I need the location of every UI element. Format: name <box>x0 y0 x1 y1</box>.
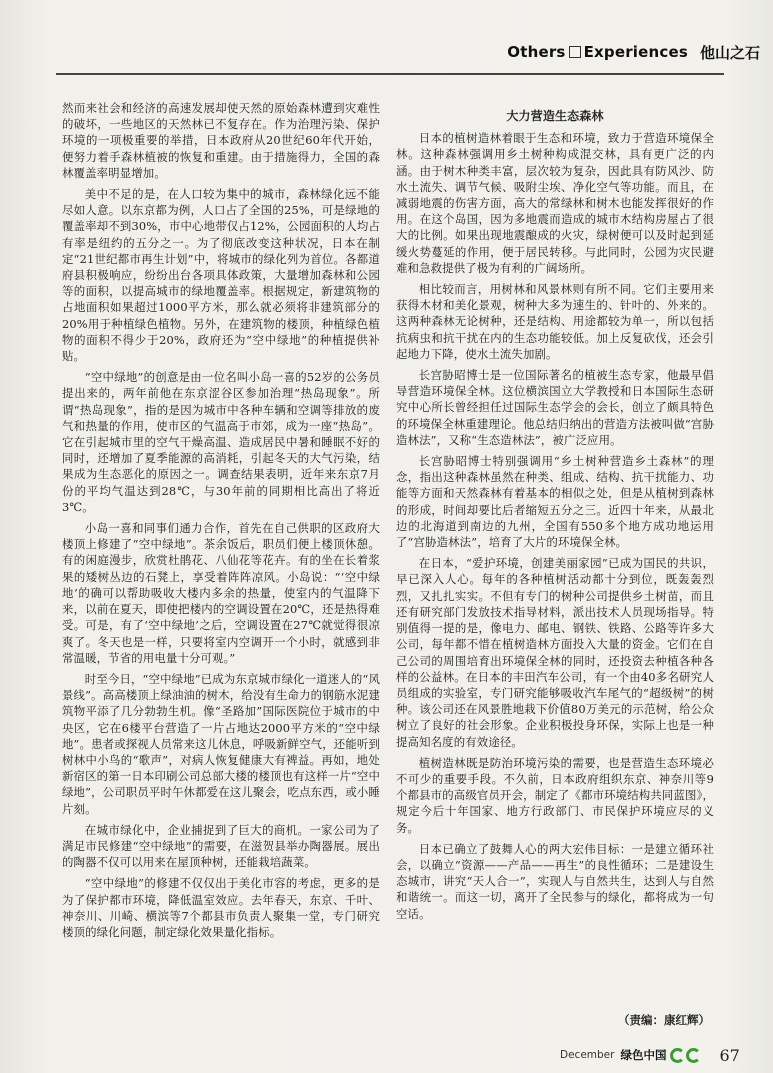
left-column <box>62 100 380 945</box>
footer-month: December <box>560 1049 615 1061</box>
article-paragraph: 相比较而言，用树林和风景林则有所不同。它们主要用来获得木材和美化景观，树种大多为速生的、针叶的、外来的。这两种森林无论树种，还是结构、用途都较为单一，所以包括抗病虫和抗干扰在内的生态功能较低。加上反复砍伐，还会引起地力下降，使水土流失加剧。 <box>396 282 714 361</box>
article-paragraph: 长宫胁昭博士特别强调用“乡土树种营造乡土森林”的理念，指出这种森林虽然在种类、组成、结构、抗干扰能力、功能等方面和天然森林有着基本的相似之处，但是从植树到森林的形成，时间却要比后者缩短五分之三。近四十年来，从最北边的北海道到南边的九州，全国有550多个地方成功地运用了“宫胁造林法”，培育了大片的环境保全林。 <box>396 454 714 550</box>
editor-credit: （责编：康红辉） <box>618 1013 710 1027</box>
magazine-logo-icon <box>670 1048 701 1063</box>
article-paragraph: 在城市绿化中，企业捕捉到了巨大的商机。一家公司为了满足市民修建“空中绿地”的需要，在滋贺县举办陶器展。展出的陶器不仅可以用来在屋顶种树，还能栽培蔬菜。 <box>62 822 380 870</box>
footer-magazine-name: 绿色中国 <box>620 1048 667 1062</box>
right-column <box>396 108 714 927</box>
header-separator-box <box>569 46 581 58</box>
section-title: 大力营造生态森林 <box>506 109 604 123</box>
page-number: 67 <box>719 1045 740 1065</box>
article-paragraph: “空中绿地”的创意是由一位名叫小岛一喜的52岁的公务员提出来的，两年前他在东京涩谷区参加治理“热岛现象”。所谓“热岛现象”，指的是因为城市中各种车辆和空调等排放的废气和热量的作用，使市区的气温高于市郊，成为一座“热岛”。它在引起城市里的空气干燥高温、造成居民中暑和睡眠不好的同时，还增加了夏季能源的高消耗，引起冬天的大气污染，结果成为生态恶化的原因之一。调查结果表明，近年来东京7月份的平均气温达到28℃，与30年前的同期相比高出了将近3℃。 <box>62 370 380 514</box>
header-rule <box>56 73 724 75</box>
article-paragraph: “空中绿地”的修建不仅仅出于美化市容的考虑，更多的是为了保护都市环境，降低温室效应。去年春天，东京、千叶、神奈川、川崎、横滨等7个都县市负责人聚集一堂，专门研究楼顶的绿化问题，制定绿化效果量化指标。 <box>62 876 380 939</box>
article-paragraph: 在日本，“爱护环境，创建美丽家园”已成为国民的共识，早已深入人心。每年的各种植树活动都十分到位，既轰轰烈烈，又扎扎实实。不但有专门的树种公司提供乡土树苗，而且还有研究部门发放技术指导材料，派出技术人员现场指导。特别值得一提的是，像电力、邮电、钢铁、铁路、公路等许多大公司，每年都不惜在植树造林方面投入大量的资金。它们在自己公司的周围培育出环境保全林的同时，还投资去种植各种各样的公益林。在日本的丰田汽车公司，有一个由40多名研究人员组成的实验室，专门研究能够吸收汽车尾气的“超级树”的树种。该公司还在风景胜地栽下价值80万美元的示范树，给公众树立了良好的社会形象。企业积极投身环保，实际上也是一种提高知名度的有效途径。 <box>396 556 714 749</box>
page-footer <box>560 1045 760 1065</box>
article-paragraph: 长宫胁昭博士是一位国际著名的植被生态专家，他最早倡导营造环境保全林。这位横滨国立大学教授和日本国际生态研究中心所长曾经担任过国际生态学会的会长，创立了颇具特色的环境保全林重建理论。他总结归纳出的营造方法被叫做“宫胁造林法”，又称“生态造林法”，被广泛应用。 <box>396 368 714 447</box>
article-paragraph: 然而来社会和经济的高速发展却使天然的原始森林遭到灾难性的破坏，一些地区的天然林已不复存在。作为治理污染、保护环境的一项极重要的举措，日本政府从20世纪60年代开始，便努力着手森林植被的恢复和重建。由于措施得力，全国的森林覆盖率明显增加。 <box>62 101 380 180</box>
article-paragraph: 植树造林既是防治环境污染的需要，也是营造生态环境必不可少的重要手段。不久前，日本政府组织东京、神奈川等9个都县市的高级官员开会，制定了《都市环境结构共同蓝图》，规定今后十年国家、地方行政部门、市民保护环境应尽的义务。 <box>396 755 714 835</box>
section-header <box>440 41 760 63</box>
header-chinese-title: 他山之石 <box>699 43 760 62</box>
article-paragraph: 美中不足的是，在人口较为集中的城市，森林绿化远不能尽如人意。以东京都为例，人口占了全国的25%，可是绿地的覆盖率却不到30%，市中心地带仅占12%，公园面积的人均占有率是纽约的五分之一。为了彻底改变这种状况，日本在制定“21世纪都市再生计划”中，将城市的绿化列为首位。各都道府县积极响应，纷纷出台各项具体政策，大量增加森林和公园等的面积，以提高城市的绿地覆盖率。根据规定，新建筑物的占地面积如果超过1000平方米，那么就必须将非建筑部分的20%用于种植绿色植物。另外，在建筑物的楼顶，种植绿色植物的面积不得少于20%，政府还为“空中绿地”的种植提供补贴。 <box>62 187 380 364</box>
article-paragraph: 日本已确立了鼓舞人心的两大宏伟目标：一是建立循环社会，以确立“资源——产品——再生”的良性循环；二是建设生态城市，讲究“天人合一”，实现人与自然共生，达到人与自然和谐统一。而这一切，离开了全民参与的绿化，都将成为一句空话。 <box>396 841 714 921</box>
article-paragraph: 时至今日，“空中绿地”已成为东京城市绿化一道迷人的“风景线”。高高楼顶上绿油油的树木，给没有生命力的钢筋水泥建筑物平添了几分勃勃生机。像“圣路加”国际医院位于城市的中央区，它在6楼平台营造了一片占地达2000平方米的“空中绿地”。患者或探视人员常来这儿休息，呼吸新鲜空气，还能听到树林中小鸟的“歌声”，对病人恢复健康大有裨益。再如，地处新宿区的第一日本印刷公司总部大楼的楼顶也有这样一片“空中绿地”，公司职员平时午休都爱在这儿聚会，吃点东西，或小睡片刻。 <box>62 671 380 816</box>
article-paragraph: 日本的植树造林着眼于生态和环境，致力于营造环境保全林。这种森林强调用乡土树种构成混交林，具有更广泛的内涵。由于树木种类丰富，层次较为复杂，因此具有防风沙、防水土流失、调节气候、吸附尘埃、净化空气等功能。而且，在减弱地震的伤害方面，高大的常绿林和树木也能发挥很好的作用。在这个岛国，因为多地震而造成的城市木结构房屋占了很大的比例。如果出现地震酿成的火灾，绿树便可以及时起到延缓火势蔓延的作用，便于居民转移。与此同时，公园为灾民避难和急救提供了极为有利的广阔场所。 <box>396 131 714 275</box>
header-english-left: Others <box>507 43 566 61</box>
header-english-right: Experiences <box>583 43 688 61</box>
article-paragraph: 小岛一喜和同事们通力合作，首先在自己供职的区政府大楼顶上修建了“空中绿地”。茶余饭后，职员们便上楼顶休憩。有的闲庭漫步，欣赏杜鹃花、八仙花等花卉。有的坐在长着浆果的矮树丛边的石凳上，享受着阵阵凉风。小岛说：“‘空中绿地’的确可以帮助吸收大楼内多余的热量，使室内的气温降下来，以前在夏天，即使把楼内的空调设置在20℃，还是热得难受。可是，有了‘空中绿地’之后，空调设置在27℃就觉得很凉爽了。冬天也是一样，只要将室内空调开一个小时，就感到非常温暖，节省的用电量十分可观。” <box>62 521 380 665</box>
